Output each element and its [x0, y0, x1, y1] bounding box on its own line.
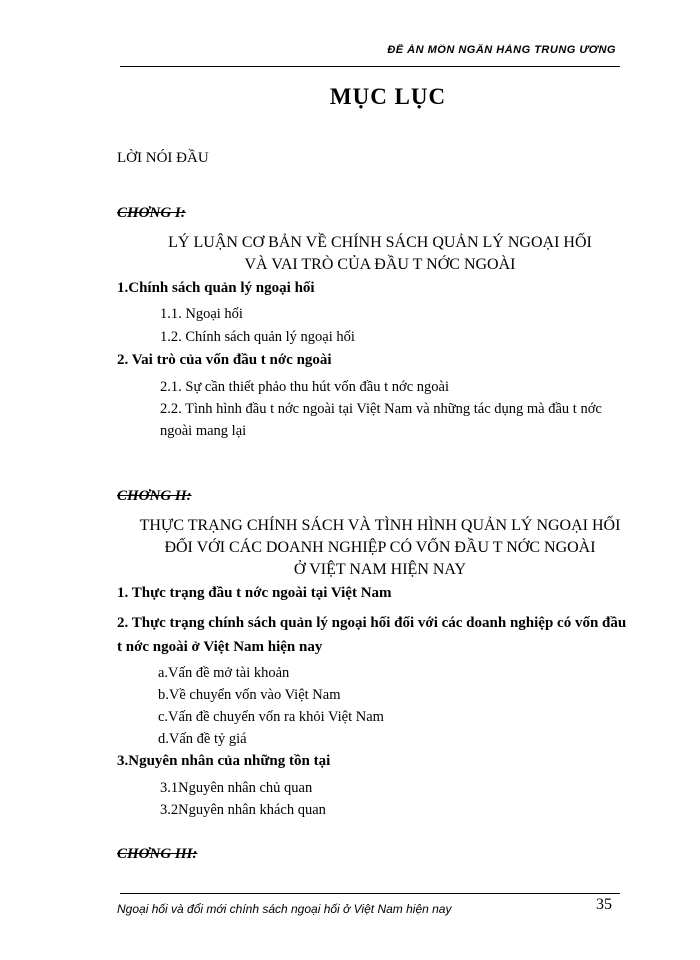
toc-item-2-3-1: 3.1Nguyên nhân chủ quan — [160, 780, 313, 796]
page-title: MỤC LỤC — [329, 84, 447, 109]
chapter-2-title-line-2: ĐỐI VỚI CÁC DOANH NGHIỆP CÓ VỐN ĐẦU T NỚC NGOÀI — [164, 539, 596, 556]
toc-item-1-2-1: 2.1. Sự cần thiết phảo thu hút vốn đầu t nớc ngoài — [160, 379, 449, 395]
footer-divider — [120, 893, 620, 894]
toc-item-2-3-2: 3.2Nguyên nhân khách quan — [160, 802, 326, 818]
chapter-1-title-line-1: LÝ LUẬN CƠ BẢN VỀ CHÍNH SÁCH QUẢN LÝ NGOẠI HỐI — [168, 234, 592, 251]
toc-item-2-2-d: d.Vấn đề tỷ giá — [158, 731, 247, 747]
toc-item-2-2-b: b.Về chuyển vốn vào Việt Nam — [158, 687, 341, 703]
toc-section-2-3: 3.Nguyên nhân của những tồn tại — [117, 753, 331, 769]
header-divider — [120, 66, 620, 67]
running-header: ĐỀ ÁN MÔN NGÂN HÀNG TRUNG ƯƠNG — [387, 44, 616, 56]
chapter-1-label: CHƠNG I: — [117, 205, 186, 221]
toc-section-1-1: 1.Chính sách quản lý ngoại hối — [117, 280, 315, 296]
toc-section-1-2: 2. Vai trò của vốn đầu t nớc ngoài — [117, 352, 332, 368]
chapter-2-title-line-1: THỰC TRẠNG CHÍNH SÁCH VÀ TÌNH HÌNH QUẢN LÝ NGOẠI HỐI — [139, 517, 621, 534]
toc-item-1-1-2: 1.2. Chính sách quản lý ngoại hối — [160, 329, 355, 345]
chapter-1-title-line-2: VÀ VAI TRÒ CỦA ĐẦU T NỚC NGOÀI — [244, 256, 516, 273]
chapter-1-title — [100, 232, 660, 276]
running-footer: Ngoại hối và đổi mới chính sách ngoại hối ở Việt Nam hiện nay — [117, 902, 452, 916]
toc-section-2-2: 2. Thực trạng chính sách quản lý ngoại hối đối với các doanh nghiệp có vốn đầu t nớc ngoài ở Việt Nam hiện nay — [117, 615, 627, 655]
toc-section-2-1: 1. Thực trạng đầu t nớc ngoài tại Việt Nam — [117, 585, 392, 601]
page-number: 35 — [596, 896, 612, 913]
toc-item-2-2-a: a.Vấn đề mở tài khoản — [158, 665, 290, 681]
toc-item-1-1-1: 1.1. Ngoại hối — [160, 306, 243, 322]
toc-item-1-2-2: 2.2. Tình hình đầu t nớc ngoài tại Việt Nam và những tác dụng mà đầu t nớc ngoài mang lại — [160, 401, 602, 439]
toc-entry-preface: LỜI NÓI ĐẦU — [117, 150, 209, 166]
chapter-2-label: CHƠNG II: — [117, 488, 192, 504]
chapter-3-label: CHƠNG III: — [117, 846, 198, 862]
toc-item-2-2-c: c.Vấn đề chuyển vốn ra khỏi Việt Nam — [158, 709, 384, 725]
chapter-2-title-line-3: Ở VIỆT NAM HIỆN NAY — [293, 561, 467, 578]
chapter-2-title — [100, 515, 660, 581]
